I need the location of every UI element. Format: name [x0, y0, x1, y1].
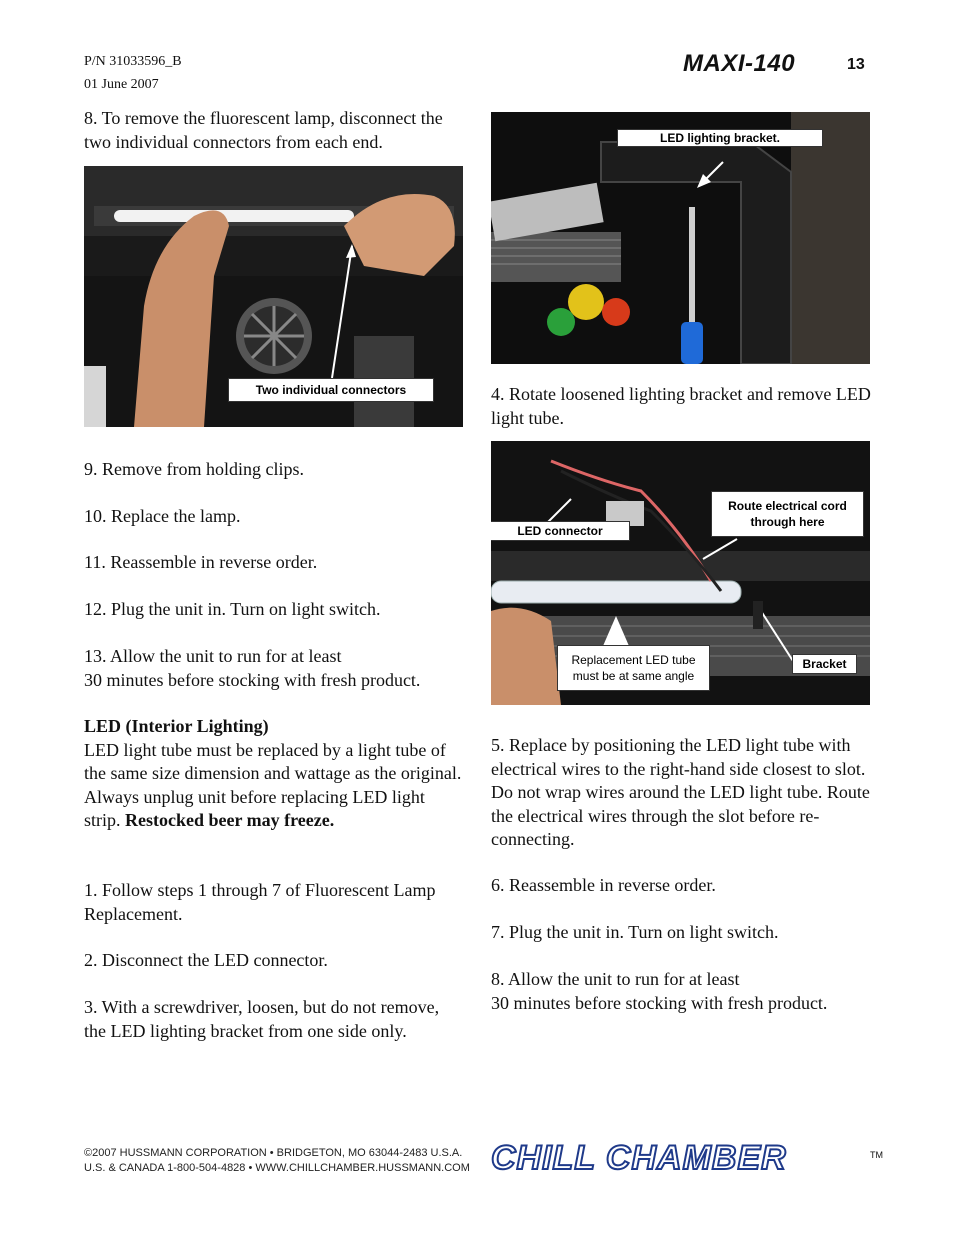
photo-led-replacement: [491, 441, 870, 705]
led-description: [84, 739, 464, 833]
step-6-text: 6. Reassemble in reverse order.: [491, 875, 716, 895]
step-13-line-1: 13. Allow the unit to run for at least: [84, 646, 342, 666]
step-8b-text: [491, 968, 876, 1015]
step-9-text: 9. Remove from holding clips.: [84, 459, 304, 479]
step-13-text: [84, 645, 469, 692]
chill-chamber-logo: CHILL CHAMBER: [491, 1139, 787, 1177]
trademark-mark: TM: [870, 1150, 883, 1160]
part-number: P/N 31033596_B: [84, 54, 182, 69]
led-warning: Restocked beer may freeze.: [125, 810, 335, 830]
callout-route-cord-line-1: Route electrical cord: [728, 499, 847, 513]
step-11-text: 11. Reassemble in reverse order.: [84, 552, 318, 572]
photo-led-bracket: [491, 112, 870, 364]
photo-fluorescent-lamp: [84, 166, 463, 427]
photo-led-bracket-image: [491, 112, 870, 364]
step-13-line-2: 30 minutes before stocking with fresh product.: [84, 669, 421, 690]
footer-address: [84, 1146, 484, 1176]
callout-replacement-tube: [557, 645, 710, 691]
step-5-text: 5. Replace by positioning the LED light tube with electrical wires to the right-hand side closest to slot. Do not wrap wires around the LED light tube. Route the electrical wires through the slot before re-connecting.: [491, 735, 870, 849]
footer-line-2: U.S. & CANADA 1-800-504-4828 • WWW.CHILLCHAMBER.HUSSMANN.COM: [84, 1162, 470, 1174]
callout-replacement-tube-line-2: must be at same angle: [572, 669, 695, 683]
step-12-text: 12. Plug the unit in. Turn on light switch.: [84, 599, 381, 619]
led-description-text: LED light tube must be replaced by a light tube of the same size dimension and wattage as the original. Always unplug unit before replacing LED light strip.: [84, 739, 462, 830]
led-section: [84, 715, 464, 833]
step-8-text: 8. To remove the fluorescent lamp, disconnect the two individual connectors from each end.: [84, 108, 443, 152]
callout-route-cord: [711, 491, 864, 537]
led-step-2-text: 2. Disconnect the LED connector.: [84, 950, 328, 970]
callout-led-connector: LED connector: [491, 521, 630, 541]
step-8b-line-2: 30 minutes before stocking with fresh product.: [491, 992, 828, 1013]
step-8b-line-1: 8. Allow the unit to run for at least: [491, 969, 740, 989]
led-heading: LED (Interior Lighting): [84, 716, 269, 736]
callout-led-bracket: LED lighting bracket.: [617, 129, 823, 147]
callout-two-connectors: Two individual connectors: [228, 378, 434, 402]
callout-bracket: Bracket: [792, 654, 857, 674]
footer-line-1: ©2007 HUSSMANN CORPORATION • BRIDGETON, MO 63044-2483 U.S.A.: [84, 1147, 463, 1159]
document-date: 01 June 2007: [84, 77, 159, 92]
step-7-text: 7. Plug the unit in. Turn on light switch.: [491, 922, 779, 942]
led-step-1-text: 1. Follow steps 1 through 7 of Fluorescent Lamp Replacement.: [84, 880, 436, 924]
page-number: 13: [847, 56, 865, 73]
led-step-3-text: 3. With a screwdriver, loosen, but do not remove, the LED lighting bracket from one side only.: [84, 997, 440, 1041]
step-4-text: 4. Rotate loosened lighting bracket and remove LED light tube.: [491, 384, 871, 428]
callout-replacement-tube-line-1: Replacement LED tube: [571, 653, 696, 667]
model-title: MAXI-140: [683, 50, 796, 77]
step-10-text: 10. Replace the lamp.: [84, 506, 241, 526]
callout-route-cord-line-2: through here: [750, 515, 825, 529]
